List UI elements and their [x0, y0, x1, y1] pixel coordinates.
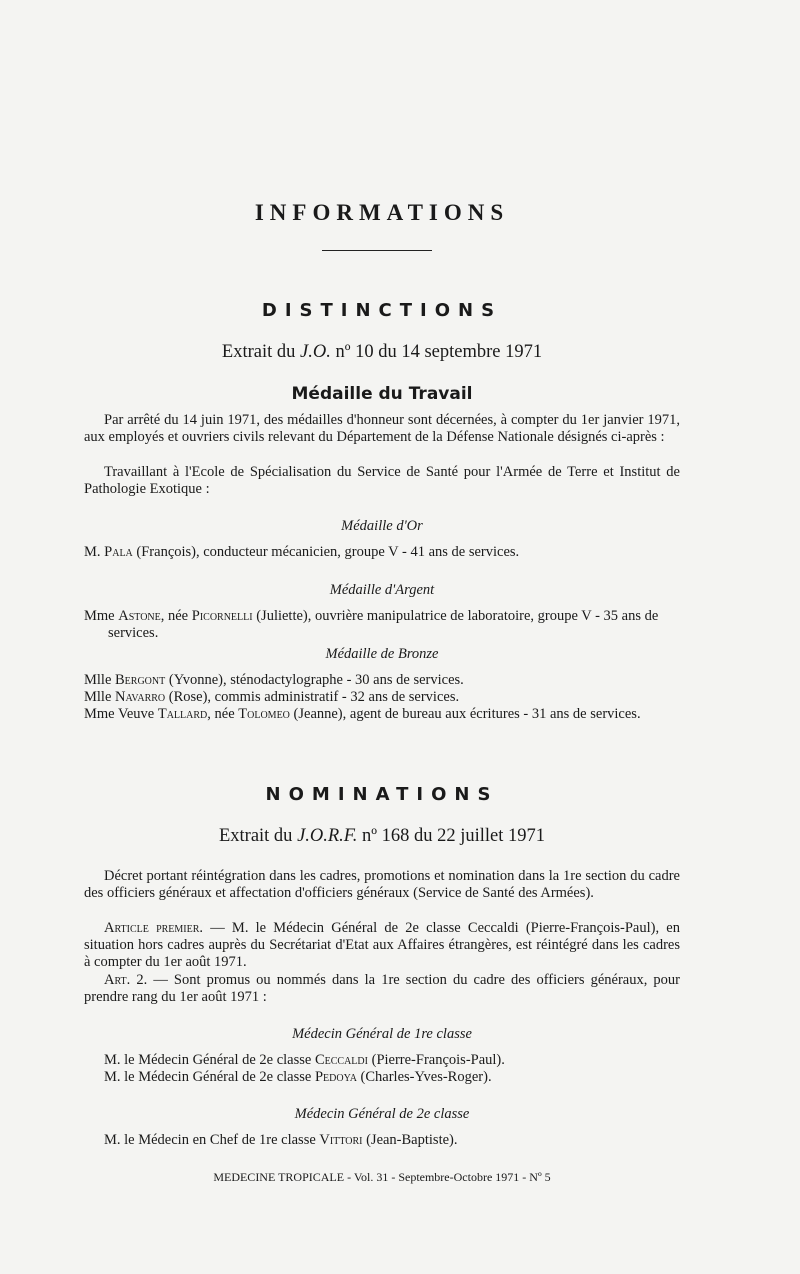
nominations-heading: NOMINATIONS — [265, 784, 499, 805]
list-item: Mlle Bergont (Yvonne), sténodactylographe - 30 ans de services. — [84, 672, 464, 688]
distinctions-extrait: Extrait du J.O. nº 10 du 14 septembre 1971 — [221, 342, 543, 362]
distinctions-heading: DISTINCTIONS — [261, 300, 503, 321]
article-2-paragraph: Art. 2. — Sont promus ou nommés dans la 1re section du cadre des officiers généraux, pour prendre rang du 1er août 1971 : — [84, 972, 680, 1005]
intro-paragraph: Par arrêté du 14 juin 1971, des médailles d'honneur sont décernées, à compter du 1er janvier 1971, aux employés et ouvriers civils relevant du Département de la Défense Nationale désignés ci-après : — [84, 412, 680, 445]
list-item: M. le Médecin Général de 2e classe Pedoya (Charles-Yves-Roger). — [104, 1069, 492, 1085]
list-item: Mlle Navarro (Rose), commis administratif - 32 ans de services. — [84, 689, 460, 705]
list-item: Mme Astone, née Picornelli (Juliette), ouvrière manipulatrice de laboratoire, groupe V - 35 ans de services. — [84, 608, 659, 641]
list-item: Mme Veuve Tallard, née Tolomeo (Jeanne), agent de bureau aux écritures - 31 ans de services. — [84, 706, 641, 722]
article-1-paragraph: Article premier. — M. le Médecin Général de 2e classe Ceccaldi (Pierre-François-Paul), en situation hors cadres auprès du Secrétariat d'Etat aux Affaires étrangères, est réintégré dans les cadres à compter du 1er août 1971. — [84, 920, 680, 970]
page-title: INFORMATIONS — [254, 200, 510, 225]
medaille-or-heading: Médaille d'Or — [341, 518, 423, 534]
medaille-travail-heading: Médaille du Travail — [291, 384, 473, 404]
medaille-argent-heading: Médaille d'Argent — [329, 582, 435, 598]
title-divider — [322, 250, 432, 251]
medecin-general-1re-heading: Médecin Général de 1re classe — [292, 1026, 472, 1042]
medecin-general-2e-heading: Médecin Général de 2e classe — [294, 1106, 470, 1122]
list-item: M. le Médecin en Chef de 1re classe Vittori (Jean-Baptiste). — [104, 1132, 458, 1148]
nominations-extrait: Extrait du J.O.R.F. nº 168 du 22 juillet 1971 — [218, 826, 546, 846]
medaille-bronze-heading: Médaille de Bronze — [325, 646, 439, 662]
affectation-paragraph: Travaillant à l'Ecole de Spécialisation du Service de Santé pour l'Armée de Terre et Institut de Pathologie Exotique : — [84, 464, 680, 497]
page-footer: MEDECINE TROPICALE - Vol. 31 - Septembre-Octobre 1971 - Nº 5 — [213, 1170, 551, 1184]
list-item: M. le Médecin Général de 2e classe Ceccaldi (Pierre-François-Paul). — [104, 1052, 505, 1068]
list-item: M. Pala (François), conducteur mécanicien, groupe V - 41 ans de services. — [84, 544, 520, 560]
decret-paragraph: Décret portant réintégration dans les cadres, promotions et nomination dans la 1re section du cadre des officiers généraux et affectation d'officiers généraux (Service de Santé des Armées). — [84, 868, 680, 901]
